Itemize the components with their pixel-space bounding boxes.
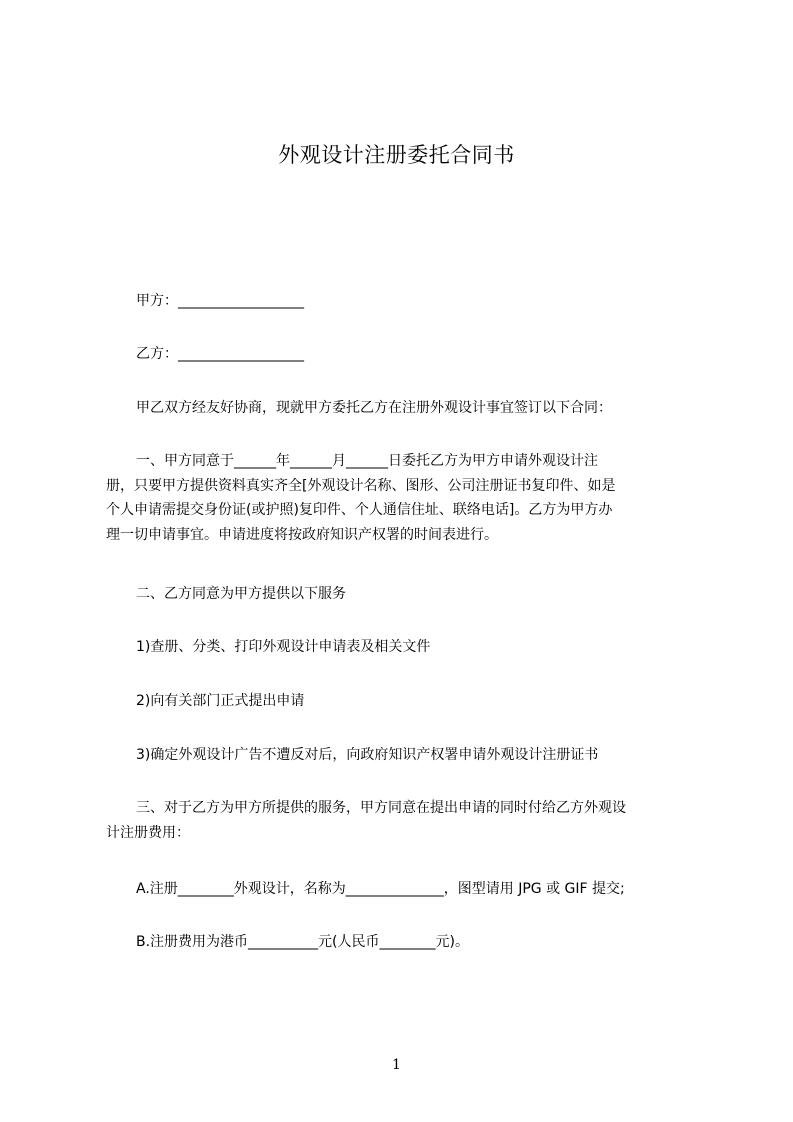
party-a-line: 甲方：__________________ (136, 293, 304, 309)
clause-3-paragraph (106, 796, 706, 845)
item-a-line: A.注册________外观设计，名称为______________，图型请用 JPG 或 GIF 提交; (136, 881, 625, 897)
page-number: 1 (392, 1057, 401, 1073)
service-item-1: 1)查册、分类、打印外观设计申请表及相关文件 (136, 639, 431, 655)
document-title: 外观设计注册委托合同书 (278, 143, 515, 167)
service-item-3: 3)确定外观设计广告不遭反对后，向政府知识产权署申请外观设计注册证书 (136, 747, 599, 763)
intro-paragraph: 甲乙双方经友好协商，现就甲方委托乙方在注册外观设计事宜签订以下合同： (136, 400, 612, 416)
clause-1-line-4: 理一切申请事宜。申请进度将按政府知识产权署的时间表进行。 (106, 526, 498, 543)
clause-1-line-3: 个人申请需提交身份证(或护照)复印件、个人通信住址、联络电话]。乙方为甲方办 (106, 502, 613, 518)
clause-1-line-2: 册，只要甲方提供资料真实齐全[外观设计名称、图形、公司注册证书复印件、如是 (106, 477, 616, 494)
item-b-line: B.注册费用为港币__________元(人民币________元)。 (136, 934, 469, 950)
clause-1-paragraph (106, 449, 706, 547)
clause-3-line-2: 计注册费用： (106, 824, 190, 841)
party-b-line: 乙方：__________________ (136, 346, 304, 362)
clause-2-heading: 二、乙方同意为甲方提供以下服务 (136, 586, 346, 602)
service-item-2: 2)向有关部门正式提出申请 (136, 693, 305, 709)
clause-1-line-1: 一、甲方同意于______年______月______日委托乙方为甲方申请外观设计注 (136, 453, 598, 469)
clause-3-line-1: 三、对于乙方为甲方所提供的服务，甲方同意在提出申请的同时付给乙方外观设 (136, 800, 626, 816)
